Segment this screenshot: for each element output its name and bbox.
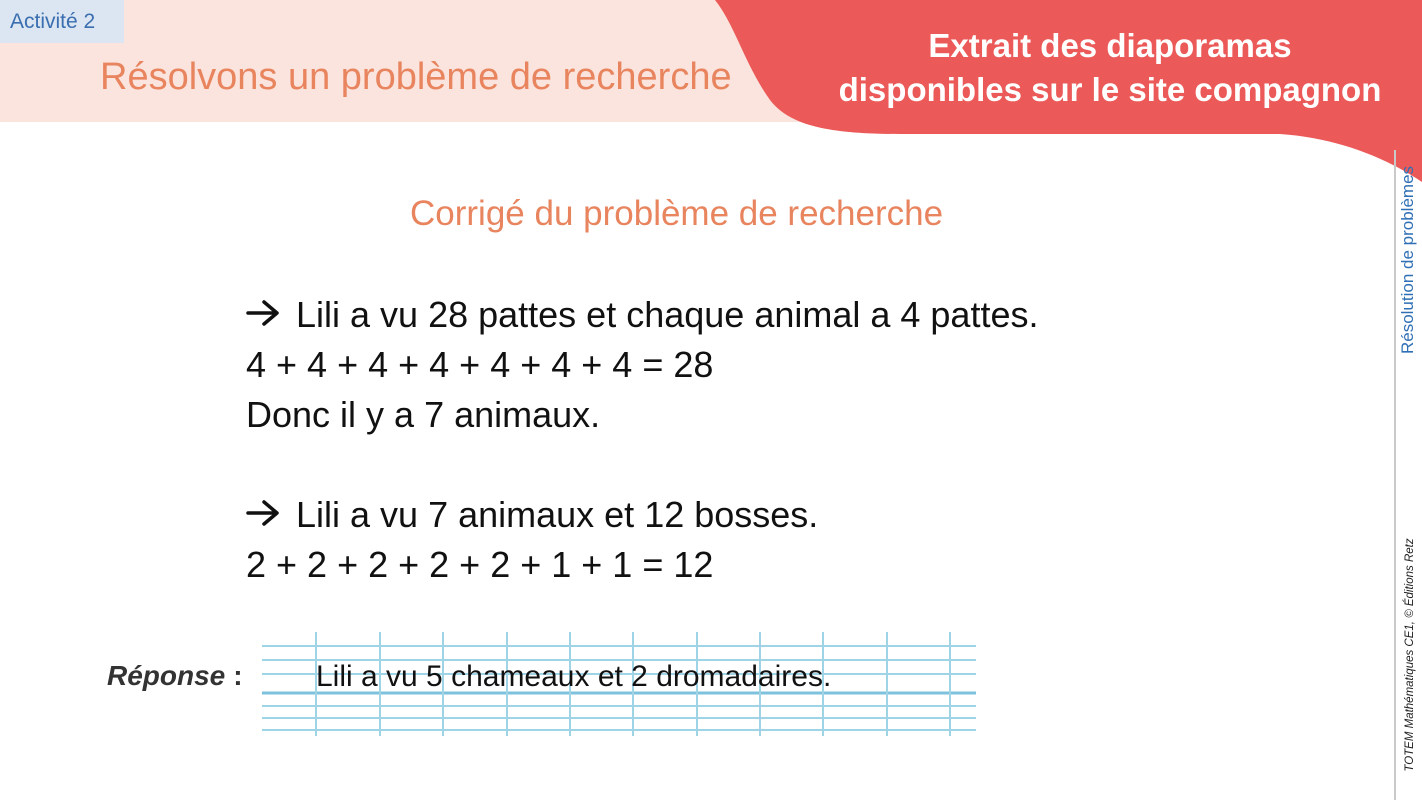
side-divider xyxy=(1394,150,1396,800)
copyright-notice: TOTEM Mathématiques CE1, © Éditions Retz xyxy=(1404,538,1416,772)
slide-title: Résolvons un problème de recherche xyxy=(100,56,732,98)
promo-text xyxy=(790,24,1422,112)
block1-line1-text: Lili a vu 28 pattes et chaque animal a 4 pattes. xyxy=(296,294,1039,335)
answer-label-text: Réponse xyxy=(107,660,226,691)
block2-line2: 2 + 2 + 2 + 2 + 2 + 1 + 1 = 12 xyxy=(246,544,714,585)
answer-text: Lili a vu 5 chameaux et 2 dromadaires. xyxy=(316,660,832,693)
activity-tag: Activité 2 xyxy=(0,0,124,43)
block1-line3: Donc il y a 7 animaux. xyxy=(246,394,601,435)
section-label: Résolution de problèmes xyxy=(1398,165,1417,355)
right-arrow-icon xyxy=(246,490,282,540)
block1-line1 xyxy=(246,290,1038,340)
subtitle: Corrigé du problème de recherche xyxy=(410,194,944,233)
right-arrow-icon xyxy=(246,290,282,340)
solution-block-1 xyxy=(246,290,1038,440)
block1-line2: 4 + 4 + 4 + 4 + 4 + 4 + 4 = 28 xyxy=(246,344,714,385)
solution-block-2 xyxy=(246,490,818,590)
answer-label xyxy=(107,660,243,692)
promo-line-2: disponibles sur le site compagnon xyxy=(838,71,1382,108)
block2-line1-text: Lili a vu 7 animaux et 12 bosses. xyxy=(296,494,819,535)
promo-line-1: Extrait des diaporamas xyxy=(928,27,1292,64)
answer-colon: : xyxy=(233,660,243,691)
block2-line1 xyxy=(246,490,818,540)
